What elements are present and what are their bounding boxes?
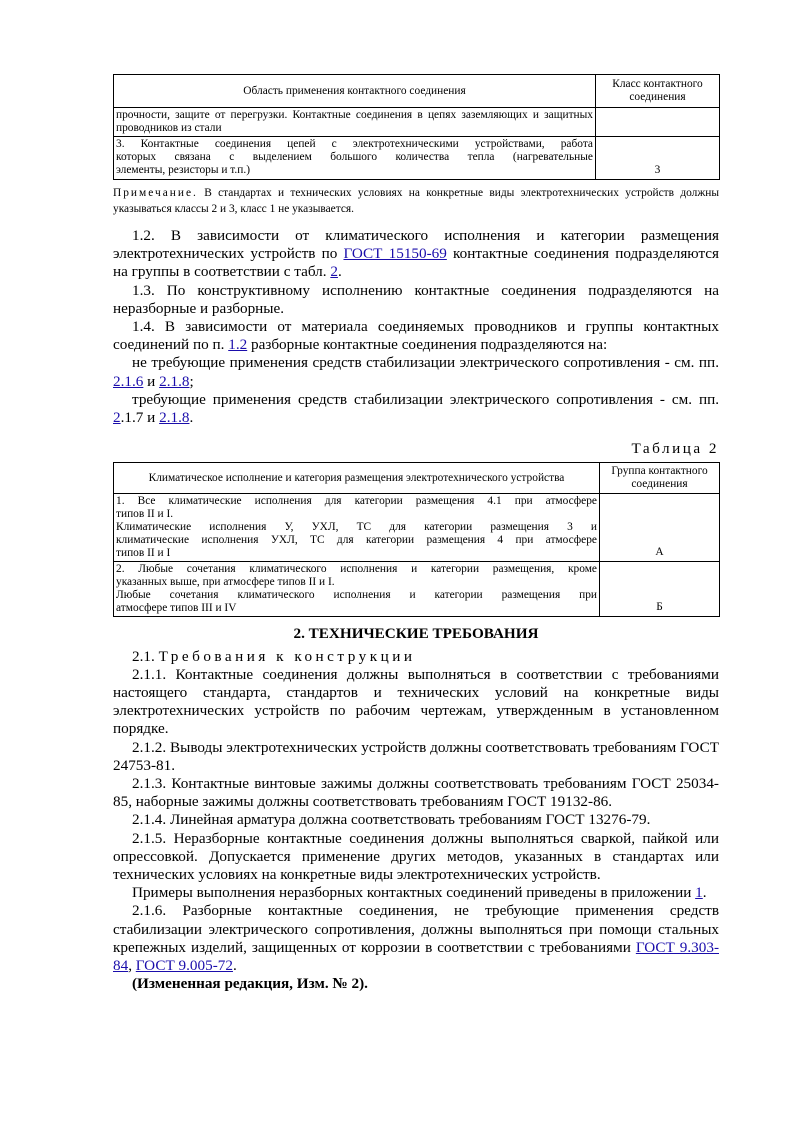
gost-9-005-link[interactable]: ГОСТ 9.005-72 [135, 957, 233, 975]
cell-line: которых связана с выделением большого количества тепла (нагревательные [116, 151, 593, 163]
cell-line: элементы, резисторы и т.п.) [116, 164, 251, 176]
paragraph-1-4-item-1 [113, 354, 719, 390]
note-label: Примечание. [113, 187, 198, 199]
contact-class-table [113, 74, 720, 180]
text: Требования к конструкции [158, 647, 416, 665]
text: 1.4. В зависимости от материала соединяемых проводников и группы контактных соединений по п. [113, 318, 719, 354]
cell-line: указанных выше, при атмосфере типов II и I. [116, 576, 335, 589]
text: . [189, 409, 194, 427]
table-row [114, 137, 720, 180]
subsection-2-1-heading [113, 648, 719, 666]
paragraph-2-1-3: 2.1.3. Контактные винтовые зажимы должны соответствовать требованиям ГОСТ 25034-85, наборные зажимы должны соответствовать требованиям ГОСТ 19132-86. [113, 775, 719, 811]
text: разборные контактные соединения подразделяются на: [251, 336, 608, 354]
paragraph-1-3: 1.3. По конструктивному исполнению контактные соединения подразделяются на неразборные и разборные. [113, 281, 719, 317]
table-row [114, 562, 720, 617]
text: . [232, 957, 237, 975]
note-text: В стандартах и технических условиях на конкретные виды электротехнических устройств должны указываться классы 2 и 3, класс 1 не указывается. [113, 187, 719, 215]
paragraph-2-1-1: 2.1.1. Контактные соединения должны выполняться в соответствии с требованиями настоящего стандарта, стандартов и технических условий на конкретные виды электротехнических устройств по рабочим чертежам, утвержденным в установленном порядке. [113, 665, 719, 738]
document-page [113, 72, 719, 994]
cell-line: типов II и I [116, 547, 171, 560]
text: ; [189, 372, 194, 390]
clause-1-2-link[interactable]: 1.2 [228, 336, 248, 354]
text: . [337, 263, 342, 281]
paragraph-2-1-2: 2.1.2. Выводы электротехнических устройств должны соответствовать требованиям ГОСТ 24753-81. [113, 738, 719, 774]
text: .1.7 и [120, 409, 156, 427]
cell-line: атмосфере типов III и IV [116, 602, 237, 615]
table-cell-class: 3 [596, 137, 720, 180]
text: и [147, 372, 156, 390]
paragraph-1-2 [113, 227, 719, 282]
table-row [114, 108, 720, 137]
text: , [128, 957, 132, 975]
clause-2-1-8-link[interactable]: 2.1.8 [159, 372, 190, 390]
cell-line: климатические исполнения УХЛ, ТС для категории размещения 4 при атмосфере [116, 534, 597, 547]
appendix-1-link[interactable]: 1 [695, 884, 703, 902]
amendment-note: (Измененная редакция, Изм. № 2). [132, 975, 368, 993]
table-note [113, 185, 719, 217]
header-contact-group: Группа контактного соединения [600, 463, 720, 494]
paragraph-2-1-6 [113, 902, 719, 975]
gost-9-303-link[interactable]: ГОСТ 9.303-84 [113, 938, 719, 975]
cell-line: 3. Контактные соединения цепей с электротехническими устройствами, работа [116, 138, 593, 150]
header-contact-class: Класс контактного соединения [596, 75, 720, 108]
table-2-caption: Таблица 2 [631, 440, 719, 458]
text: не требующие применения средств стабилизации электрического сопротивления - см. пп. [132, 354, 719, 372]
header-climate: Климатическое исполнение и категория размещения электротехнического устройства [114, 463, 600, 494]
text: 2.1.6. Разборные контактные соединения, не требующие применения средств стабилизации электрического сопротивления, должны выполняться при помощи стальных крепежных изделий, защищенных от коррозии в соответствии с требованиями [113, 902, 719, 956]
paragraph-2-1-5-examples [113, 884, 719, 902]
table-cell: прочности, защите от перегрузки. Контактные соединения в цепях заземляющих и защитных проводников из стали [114, 108, 596, 137]
table-cell [114, 137, 596, 180]
cell-line: 1. Все климатические исполнения для категории размещения 4.1 при атмосфере [116, 495, 597, 508]
cell-line: Любые сочетания климатического исполнения и категории размещения при [116, 589, 597, 602]
table-2-ref-link[interactable]: 2 [330, 263, 338, 281]
paragraph-2-1-4: 2.1.4. Линейная арматура должна соответствовать требованиям ГОСТ 13276-79. [132, 811, 651, 829]
cell-line: типов II и I. [116, 508, 174, 521]
cell-line: Климатические исполнения У, УХЛ, ТС для категории размещения 3 и [116, 521, 597, 534]
paragraph-2-1-5: 2.1.5. Неразборные контактные соединения должны выполняться сваркой, пайкой или опрессовкой. Допускается применение других методов, указанных в стандартах или технических условиях на конкретные виды электротехнических устройств. [113, 829, 719, 884]
clause-2-1-6-link[interactable]: 2.1.6 [113, 372, 144, 390]
text: контактные соединения подразделяются на группы в соответствии с табл. [113, 245, 720, 281]
header-application-area: Область применения контактного соединения [114, 75, 596, 108]
cell-line: 2. Любые сочетания климатического исполнения и категории размещения, кроме [116, 563, 597, 576]
gost-15150-link[interactable]: ГОСТ 15150-69 [343, 245, 447, 263]
table-cell [114, 562, 600, 617]
text: Примеры выполнения неразборных контактных соединений приведены в приложении [132, 884, 692, 902]
paragraph-1-4-item-2 [113, 391, 719, 427]
section-2-heading: 2. ТЕХНИЧЕСКИЕ ТРЕБОВАНИЯ [293, 625, 539, 643]
paragraph-1-4 [113, 318, 719, 354]
text: 2.1. [132, 647, 155, 665]
table-cell-group: А [600, 494, 720, 562]
table-header-row [114, 463, 720, 494]
text: 1.2. В зависимости от климатического исполнения и категории размещения электротехнических устройств по [113, 227, 719, 263]
climate-group-table [113, 462, 720, 617]
table-cell [596, 108, 720, 137]
clause-2-1-8-link-2[interactable]: 2.1.8 [159, 409, 190, 427]
text: требующие применения средств стабилизации электрического сопротивления - см. пп. [132, 390, 719, 408]
table-row [114, 494, 720, 562]
text: . [702, 884, 707, 902]
table-header-row [114, 75, 720, 108]
clause-2-link[interactable]: 2 [113, 409, 121, 427]
table-cell-group: Б [600, 562, 720, 617]
table-cell [114, 494, 600, 562]
